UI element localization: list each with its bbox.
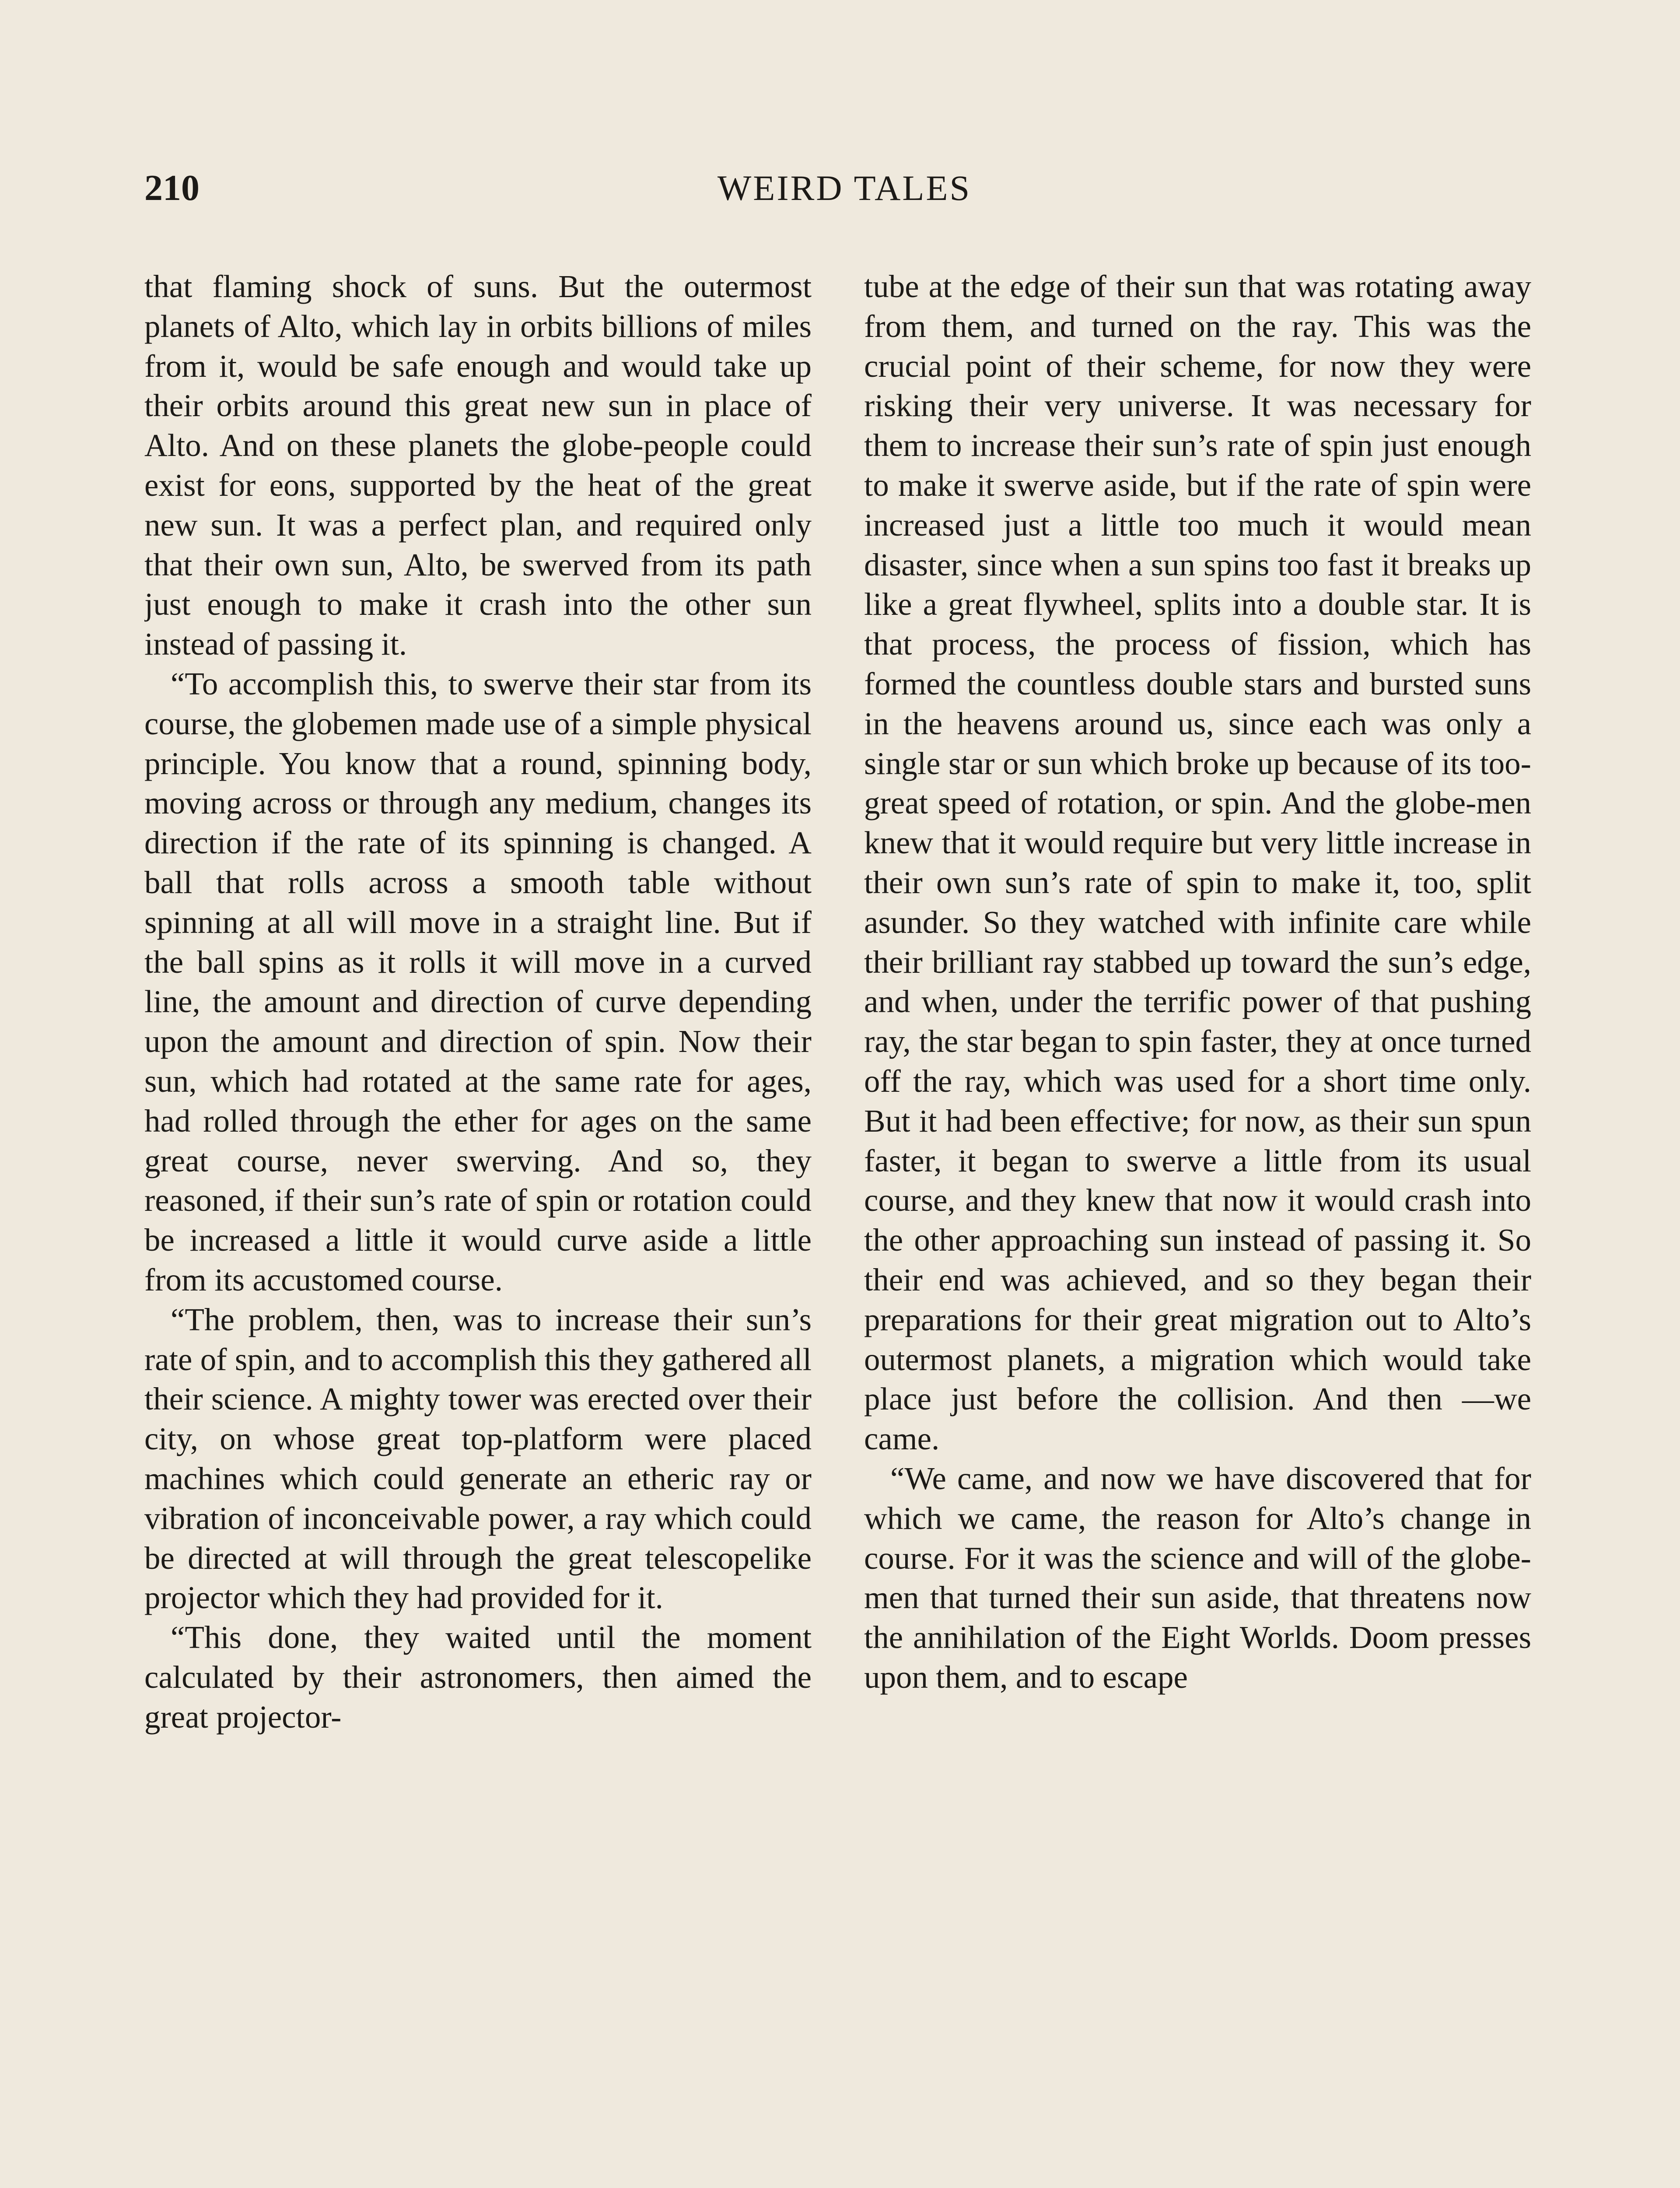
paragraph: “To accomplish this, to swerve their star from its course, the globemen made use of a simple physical principle. You know that a round, spinning body, moving across or through any medium, changes its direction if the rate of its spinning is changed. A ball that rolls across a smooth table without spinning at all will move in a straight line. But if the ball spins as it rolls it will move in a curved line, the amount and direction of curve depending upon the amount and direction of spin. Now their sun, which had rotated at the same rate for ages, had rolled through the ether for ages on the same great course, never swerving. And so, they reasoned, if their sun’s rate of spin or rotation could be increased a little it would curve aside a little from its accustomed course. xyxy=(144,666,812,1297)
left-column xyxy=(144,267,812,2188)
running-title: WEIRD TALES xyxy=(717,168,972,208)
right-column xyxy=(864,267,1531,2188)
paragraph: “The problem, then, was to increase their sun’s rate of spin, and to accomplish this they gathered all their science. A mighty tower was erected over their city, on whose great top-platform were placed machines which could generate an etheric ray or vibration of inconceivable power, a ray which could be directed at will through the great telescopelike projector which they had provided for it. xyxy=(144,1301,812,1616)
paragraph: that flaming shock of suns. But the outermost planets of Alto, which lay in orbits billions of miles from it, would be safe enough and would take up their orbits around this great new sun in place of Alto. And on these planets the globe-people could exist for eons, supported by the heat of the great new sun. It was a perfect plan, and required only that their own sun, Alto, be swerved from its path just enough to make it crash into the other sun instead of passing it. xyxy=(144,269,812,662)
paragraph: “This done, they waited until the moment calculated by their astronomers, then aimed the great projector- xyxy=(144,1620,812,1735)
paragraph: tube at the edge of their sun that was rotating away from them, and turned on the ray. This was the crucial point of their scheme, for now they were risking their very universe. It was necessary for them to increase their sun’s rate of spin just enough to make it swerve aside, but if the rate of spin were increased just a little too much it would mean disaster, since when a sun spins too fast it breaks up like a great flywheel, splits into a double star. It is that process, the process of fission, which has formed the countless double stars and bursted suns in the heavens around us, since each was only a single star or sun which broke up because of its too-great speed of rotation, or spin. And the globe-men knew that it would require but very little increase in their own sun’s rate of spin to make it, too, split asunder. So they watched with infinite care while their brilliant ray stabbed up toward the sun’s edge, and when, under the terrific power of that pushing ray, the star began to spin faster, they at once turned off the ray, which was used for a short time only. But it had been effective; for now, as their sun spun faster, it began to swerve a little from its usual course, and they knew that now it would crash into the other approaching sun instead of passing it. So their end was achieved, and so they began their preparations for their great migration out to Alto’s outermost planets, a migration which would take place just before the collision. And then —we came. xyxy=(864,269,1531,1457)
page-number: 210 xyxy=(144,168,200,208)
paragraph: “We came, and now we have discovered that for which we came, the reason for Alto’s change in course. For it was the science and will of the globe-men that turned their sun aside, that threatens now the annihilation of the Eight Worlds. Doom presses upon them, and to escape xyxy=(864,1460,1531,1695)
page-header xyxy=(144,162,1544,214)
